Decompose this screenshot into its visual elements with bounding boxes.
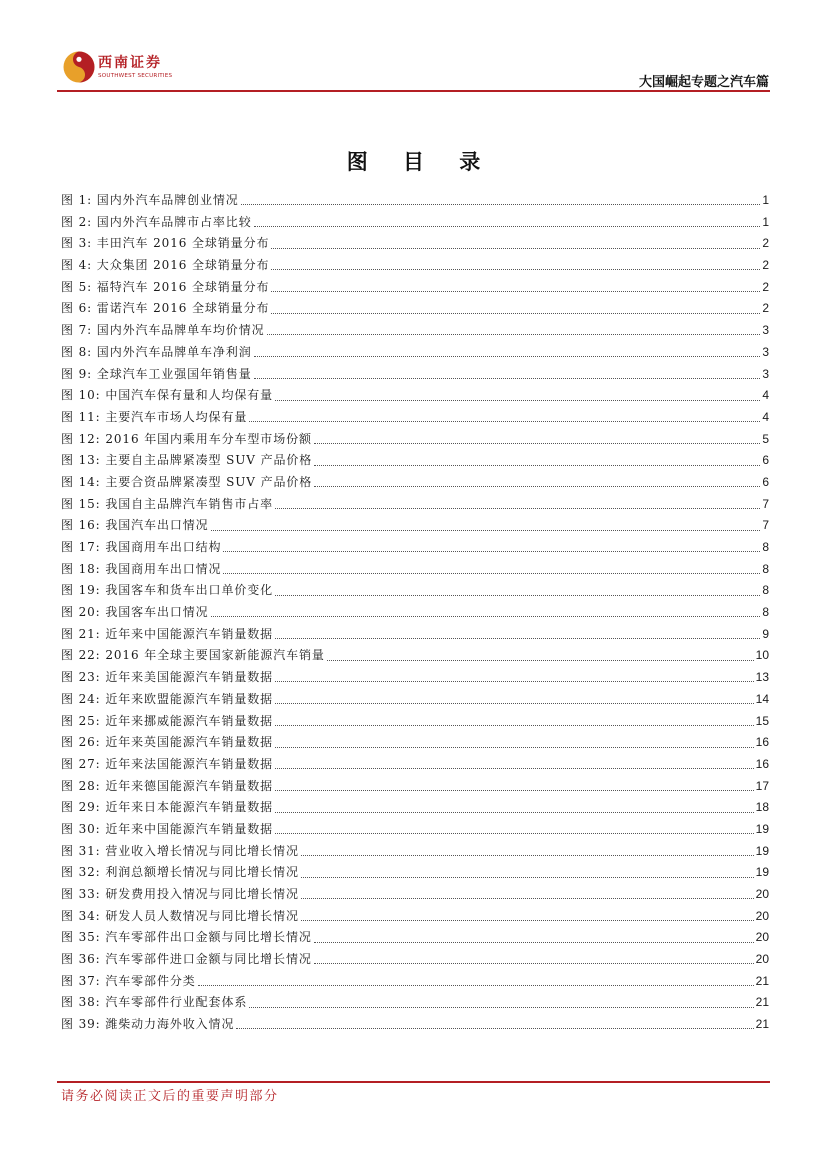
- toc-entry-label: 图 32: 利润总额增长情况与同比增长情况: [61, 865, 299, 880]
- toc-entry[interactable]: [61, 385, 769, 407]
- toc-entry-page-number: 18: [755, 800, 769, 815]
- toc-entry-page-number: 2: [762, 258, 769, 273]
- toc-dot-leader: [267, 334, 761, 335]
- toc-dot-leader: [275, 638, 760, 639]
- toc-dot-leader: [249, 421, 760, 422]
- toc-entry[interactable]: [61, 515, 769, 537]
- toc-entry-page-number: 20: [755, 887, 769, 901]
- toc-entry[interactable]: [61, 776, 769, 798]
- toc-dot-leader: [301, 920, 754, 921]
- toc-entry-page-number: 10: [755, 648, 769, 663]
- toc-dot-leader: [254, 226, 761, 227]
- toc-dot-leader: [275, 747, 754, 748]
- toc-dot-leader: [223, 573, 760, 574]
- toc-entry-label: 图 11: 主要汽车市场人均保有量: [61, 409, 248, 424]
- toc-dot-leader: [271, 313, 760, 314]
- toc-entry-label: 图 20: 我国客车出口情况: [61, 605, 209, 620]
- toc-entry[interactable]: [61, 190, 769, 212]
- toc-dot-leader: [275, 790, 754, 791]
- toc-entry-label: 图 7: 国内外汽车品牌单车均价情况: [61, 323, 265, 338]
- toc-dot-leader: [275, 595, 760, 596]
- toc-entry-label: 图 31: 营业收入增长情况与同比增长情况: [61, 843, 299, 858]
- toc-entry-page-number: 2: [762, 301, 769, 316]
- toc-entry-label: 图 26: 近年来英国能源汽车销量数据: [61, 735, 274, 750]
- toc-entry-label: 图 3: 丰田汽车 2016 全球销量分布: [61, 236, 270, 251]
- toc-entry[interactable]: [61, 255, 769, 277]
- page-title: 图 目 录: [346, 149, 495, 174]
- toc-dot-leader: [211, 530, 761, 531]
- toc-entry-label: 图 16: 我国汽车出口情况: [61, 518, 209, 533]
- toc-entry-label: 图 39: 潍柴动力海外收入情况: [61, 1017, 235, 1032]
- toc-dot-leader: [275, 833, 754, 834]
- toc-entry[interactable]: [61, 971, 769, 993]
- toc-entry[interactable]: [61, 624, 769, 646]
- toc-entry-page-number: 2: [762, 236, 769, 251]
- toc-dot-leader: [275, 681, 754, 682]
- toc-entry-label: 图 36: 汽车零部件进口金额与同比增长情况: [61, 952, 312, 967]
- toc-entry-page-number: 2: [762, 279, 769, 294]
- toc-entry-page-number: 21: [755, 973, 769, 988]
- toc-entry-label: 图 6: 雷诺汽车 2016 全球销量分布: [61, 301, 270, 316]
- toc-entry[interactable]: [61, 645, 769, 667]
- toc-dot-leader: [301, 855, 754, 856]
- toc-entry[interactable]: [61, 212, 769, 234]
- toc-entry-page-number: 20: [755, 952, 769, 967]
- toc-entry-page-number: 3: [762, 344, 769, 359]
- brand-name: 西南证券: [98, 55, 162, 71]
- toc-dot-leader: [275, 725, 754, 726]
- toc-dot-leader: [271, 269, 760, 270]
- toc-entry-label: 图 29: 近年来日本能源汽车销量数据: [61, 800, 274, 815]
- toc-entry[interactable]: [61, 797, 769, 819]
- toc-entry[interactable]: [61, 754, 769, 776]
- toc-dot-leader: [254, 356, 761, 357]
- toc-dot-leader: [314, 942, 754, 943]
- toc-entry[interactable]: [61, 884, 769, 906]
- toc-entry-page-number: 14: [755, 691, 769, 706]
- brand-logo: [63, 51, 183, 87]
- toc-entry-page-number: 6: [762, 474, 769, 489]
- toc-entry-label: 图 14: 主要合资品牌紧凑型 SUV 产品价格: [61, 474, 313, 489]
- toc-entry-page-number: 1: [762, 193, 769, 207]
- toc-entry[interactable]: [61, 732, 769, 754]
- toc-entry-page-number: 7: [762, 518, 769, 533]
- toc-entry-label: 图 34: 研发人员人数情况与同比增长情况: [61, 908, 299, 923]
- toc-entry-label: 图 21: 近年来中国能源汽车销量数据: [61, 626, 274, 641]
- toc-entry-page-number: 3: [762, 323, 769, 338]
- toc-entry[interactable]: [61, 320, 769, 342]
- toc-entry-label: 图 38: 汽车零部件行业配套体系: [61, 995, 248, 1010]
- toc-dot-leader: [275, 703, 754, 704]
- toc-entry-page-number: 6: [762, 453, 769, 468]
- toc-entry-page-number: 17: [755, 778, 769, 793]
- toc-dot-leader: [249, 1007, 753, 1008]
- toc-dot-leader: [314, 963, 754, 964]
- toc-entry-label: 图 23: 近年来美国能源汽车销量数据: [61, 670, 274, 685]
- toc-entry-label: 图 5: 福特汽车 2016 全球销量分布: [61, 279, 270, 294]
- toc-entry-label: 图 1: 国内外汽车品牌创业情况: [61, 193, 239, 207]
- toc-entry-label: 图 19: 我国客车和货车出口单价变化: [61, 583, 274, 598]
- toc-entry-label: 图 2: 国内外汽车品牌市占率比较: [61, 214, 252, 229]
- toc-entry-page-number: 8: [762, 605, 769, 620]
- toc-entry-page-number: 16: [755, 735, 769, 750]
- toc-entry[interactable]: [61, 711, 769, 733]
- toc-dot-leader: [275, 812, 754, 813]
- toc-entry-label: 图 30: 近年来中国能源汽车销量数据: [61, 821, 274, 836]
- toc-entry[interactable]: [61, 537, 769, 559]
- toc-entry-label: 图 10: 中国汽车保有量和人均保有量: [61, 388, 274, 403]
- toc-dot-leader: [275, 768, 754, 769]
- toc-entry[interactable]: [61, 494, 769, 516]
- toc-entry-label: 图 15: 我国自主品牌汽车销售市占率: [61, 496, 274, 511]
- toc-entry-page-number: 8: [762, 583, 769, 598]
- header-divider: [57, 90, 770, 92]
- toc-entry-label: 图 17: 我国商用车出口结构: [61, 540, 222, 554]
- toc-entry-page-number: 1: [762, 214, 769, 229]
- toc-entry-label: 图 28: 近年来德国能源汽车销量数据: [61, 778, 274, 793]
- toc-dot-leader: [275, 508, 760, 509]
- toc-entry-page-number: 13: [755, 670, 769, 685]
- toc-entry[interactable]: [61, 407, 769, 429]
- toc-dot-leader: [301, 898, 754, 899]
- toc-entry-label: 图 27: 近年来法国能源汽车销量数据: [61, 756, 274, 771]
- toc-entry[interactable]: [61, 602, 769, 624]
- toc-entry-label: 图 24: 近年来欧盟能源汽车销量数据: [61, 691, 274, 706]
- toc-entry-label: 图 8: 国内外汽车品牌单车净利润: [61, 344, 252, 359]
- toc-entry-label: 图 9: 全球汽车工业强国年销售量: [61, 366, 252, 381]
- toc-entry-page-number: 19: [755, 821, 769, 836]
- footer-disclaimer: 请务必阅读正文后的重要声明部分: [61, 1089, 279, 1104]
- toc-entry[interactable]: [61, 906, 769, 928]
- toc-entry-label: 图 35: 汽车零部件出口金额与同比增长情况: [61, 930, 312, 945]
- brand-logo-icon: [63, 51, 95, 83]
- toc-entry-page-number: 3: [762, 366, 769, 381]
- toc-entry-label: 图 37: 汽车零部件分类: [61, 973, 196, 988]
- toc-entry-page-number: 15: [755, 713, 769, 728]
- toc-entry-page-number: 16: [755, 756, 769, 771]
- toc-dot-leader: [254, 378, 761, 379]
- toc-entry[interactable]: [61, 689, 769, 711]
- toc-entry[interactable]: [61, 819, 769, 841]
- toc-dot-leader: [314, 465, 760, 466]
- toc-entry-label: 图 25: 近年来挪威能源汽车销量数据: [61, 713, 274, 728]
- toc-dot-leader: [301, 877, 754, 878]
- toc-entry-page-number: 20: [755, 908, 769, 923]
- toc-dot-leader: [198, 985, 754, 986]
- toc-entry[interactable]: [61, 862, 769, 884]
- toc-entry[interactable]: [61, 949, 769, 971]
- toc-dot-leader: [211, 616, 761, 617]
- toc-entry-label: 图 18: 我国商用车出口情况: [61, 561, 222, 576]
- report-title: 大国崛起专题之汽车篇: [638, 75, 769, 90]
- toc-entry[interactable]: [61, 580, 769, 602]
- toc-entry[interactable]: [61, 429, 769, 451]
- toc-entry[interactable]: [61, 992, 769, 1014]
- figure-table-of-contents: [61, 190, 769, 1036]
- toc-entry-page-number: 8: [762, 561, 769, 576]
- toc-entry-page-number: 8: [762, 540, 769, 554]
- toc-entry[interactable]: [61, 277, 769, 299]
- toc-entry-page-number: 4: [762, 388, 769, 403]
- toc-dot-leader: [327, 660, 754, 661]
- toc-entry[interactable]: [61, 841, 769, 863]
- brand-subtitle: SOUTHWEST SECURITIES: [98, 73, 173, 79]
- toc-dot-leader: [241, 204, 761, 205]
- toc-entry-page-number: 21: [755, 995, 769, 1010]
- toc-entry-page-number: 19: [755, 865, 769, 880]
- page-header: [0, 0, 827, 100]
- toc-entry-page-number: 20: [755, 930, 769, 945]
- toc-entry-label: 图 4: 大众集团 2016 全球销量分布: [61, 258, 270, 273]
- toc-entry-page-number: 7: [762, 496, 769, 511]
- toc-entry[interactable]: [61, 559, 769, 581]
- toc-entry-label: 图 13: 主要自主品牌紧凑型 SUV 产品价格: [61, 453, 313, 468]
- toc-entry[interactable]: [61, 298, 769, 320]
- toc-entry-page-number: 21: [755, 1017, 769, 1032]
- toc-entry[interactable]: [61, 472, 769, 494]
- toc-entry-page-number: 4: [762, 409, 769, 424]
- toc-entry[interactable]: [61, 927, 769, 949]
- toc-entry[interactable]: [61, 233, 769, 255]
- toc-entry-page-number: 19: [755, 843, 769, 858]
- toc-entry-label: 图 33: 研发费用投入情况与同比增长情况: [61, 887, 299, 901]
- footer-divider: [57, 1081, 770, 1083]
- toc-dot-leader: [223, 551, 760, 552]
- toc-entry-label: 图 12: 2016 年国内乘用车分车型市场份额: [61, 431, 312, 446]
- toc-dot-leader: [275, 400, 760, 401]
- toc-entry[interactable]: [61, 364, 769, 386]
- toc-entry-page-number: 5: [762, 431, 769, 446]
- toc-entry-page-number: 9: [762, 626, 769, 641]
- toc-entry-label: 图 22: 2016 年全球主要国家新能源汽车销量: [61, 648, 325, 663]
- toc-dot-leader: [271, 291, 760, 292]
- toc-dot-leader: [271, 248, 760, 249]
- toc-dot-leader: [236, 1028, 753, 1029]
- toc-dot-leader: [314, 443, 760, 444]
- toc-entry[interactable]: [61, 342, 769, 364]
- toc-dot-leader: [314, 486, 760, 487]
- toc-entry[interactable]: [61, 1014, 769, 1036]
- toc-entry[interactable]: [61, 450, 769, 472]
- toc-entry[interactable]: [61, 667, 769, 689]
